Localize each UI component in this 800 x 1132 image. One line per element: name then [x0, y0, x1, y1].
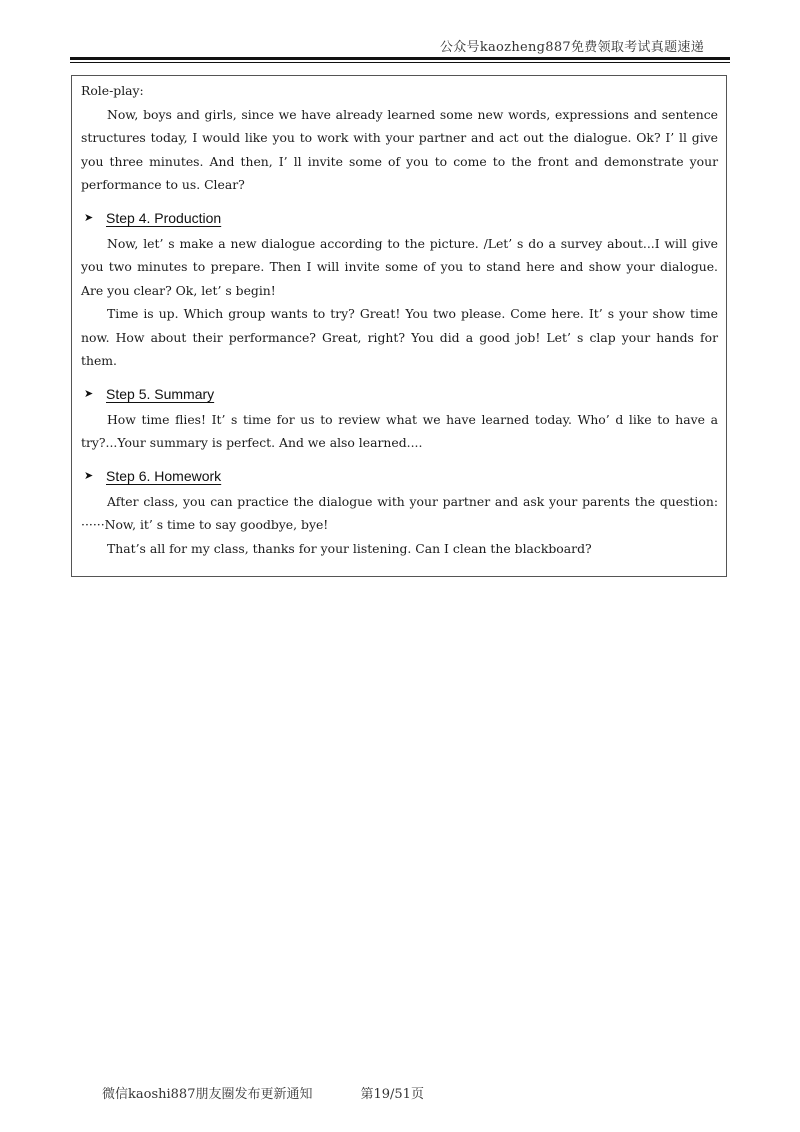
step5-title: Step 5. Summary [106, 385, 215, 402]
footer-notice: 微信kaoshi887朋友圈发布更新通知 [102, 1087, 313, 1102]
page-header: 公众号kaozheng887免费领取考试真题速递 [439, 40, 704, 55]
step6-paragraph-2: That’s all for my class, thanks for your listening. Can I clean the blackboard? [107, 540, 592, 556]
roleplay-label: Role-play: [81, 83, 144, 98]
step4-title: Step 4. Production [106, 209, 222, 226]
step4-paragraph-2: Time is up. Which group wants to try? Great! You two please. Come here. It’ s your show time now. How about their performance? Great, right? You did a good job! Let’ s clap your hands for them. [81, 306, 718, 368]
arrow-bullet-icon: ➤ [84, 387, 94, 400]
step6-title: Step 6. Homework [106, 467, 222, 484]
arrow-bullet-icon: ➤ [84, 211, 94, 224]
header-rule-thick [70, 57, 730, 60]
arrow-bullet-icon: ➤ [84, 469, 94, 482]
page-number: 第19/51页 [360, 1087, 424, 1102]
page-footer [102, 1083, 424, 1102]
step4-paragraph-1: Now, let’ s make a new dialogue according to the picture. /Let’ s do a survey about...I will give you two minutes to prepare. Then I will invite some of you to stand here and show your dialogue. Are you clear? Ok, let’ s begin! [81, 235, 718, 298]
roleplay-paragraph: Now, boys and girls, since we have already learned some new words, expressions and sentence structures today, I would like you to work with your partner and act out the dialogue. Ok? I’ ll give you three minutes. And then, I’ ll invite some of you to come to the front and demonstrate your performance to us. Clear? [81, 106, 718, 192]
header-rule-thin [70, 62, 730, 63]
lesson-content-box [71, 75, 727, 577]
step5-heading [84, 382, 718, 406]
step5-paragraph: How time flies! It’ s time for us to review what we have learned today. Who’ d like to have a try?...Your summary is perfect. And we also learned.... [81, 411, 718, 450]
step6-heading [84, 464, 718, 488]
step4-heading [84, 206, 718, 230]
step6-paragraph-1: After class, you can practice the dialogue with your partner and ask your parents the question: ······Now, it’ s time to say goodbye, bye! [81, 493, 718, 532]
